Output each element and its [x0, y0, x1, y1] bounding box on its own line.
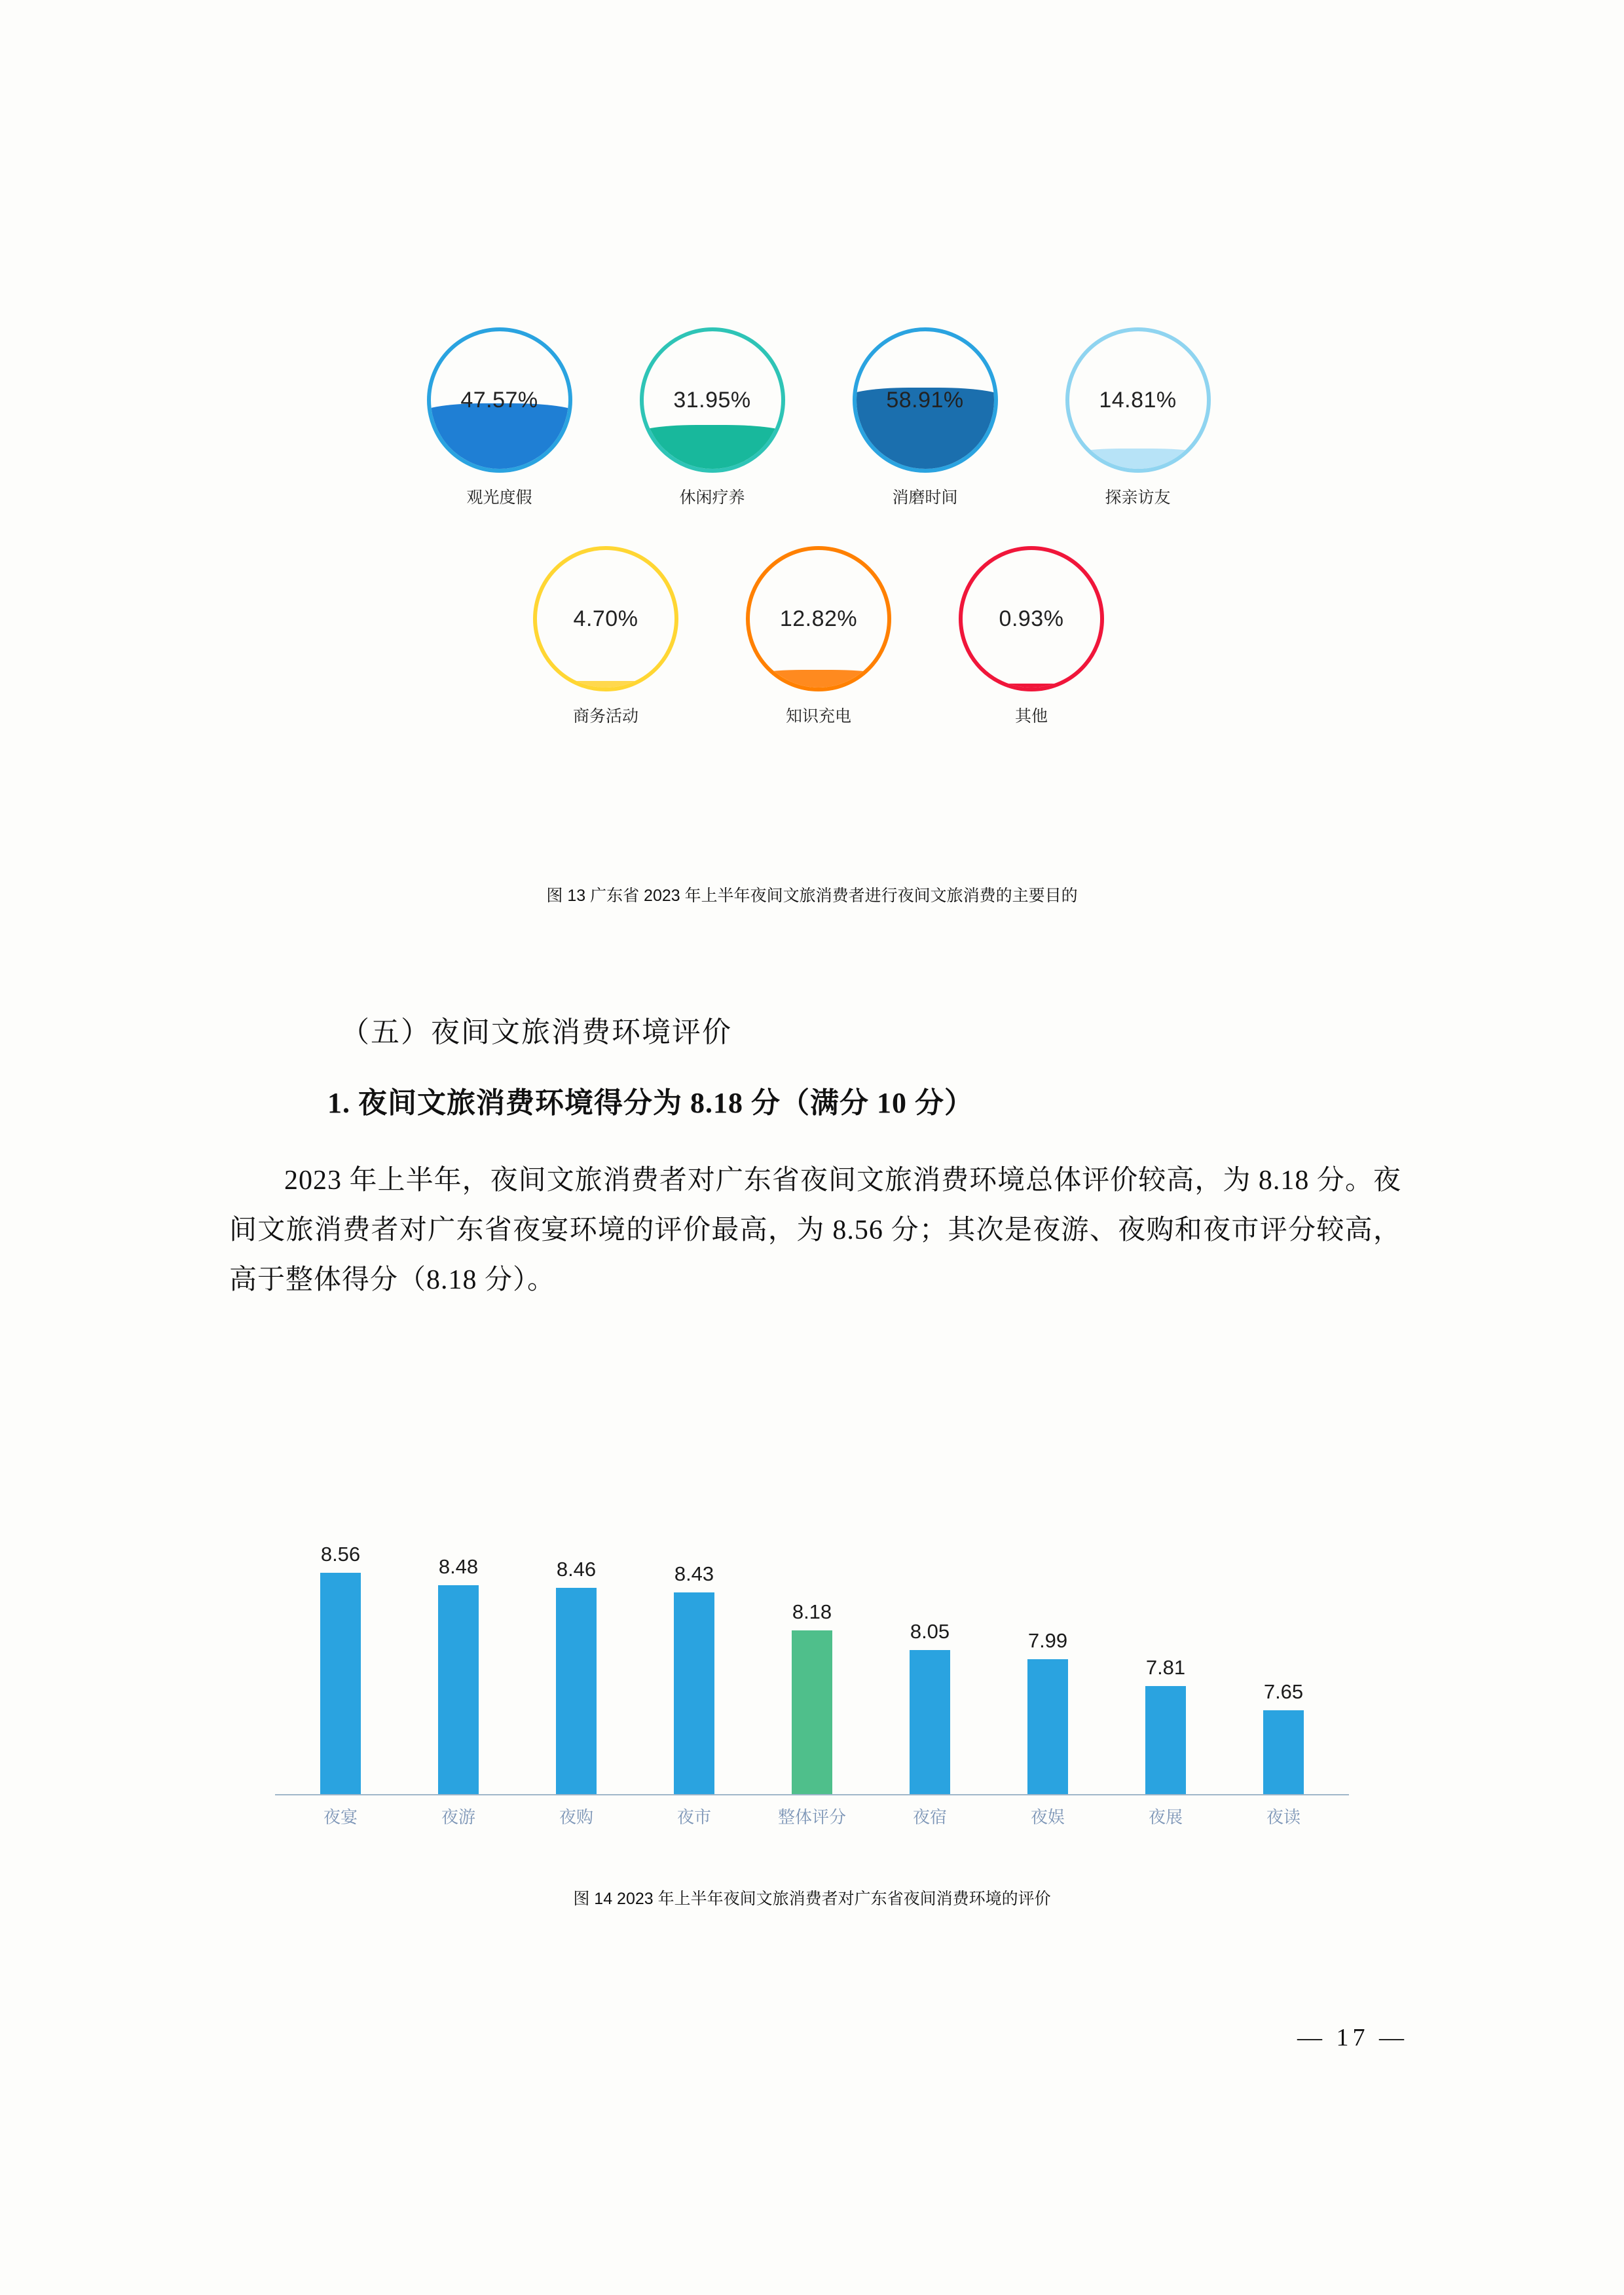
liquid-label: 其他 [1014, 707, 1048, 725]
liquid-gauge-商务活动 [533, 546, 678, 691]
liquid-label: 知识充电 [785, 707, 851, 725]
bar-cell [1238, 1519, 1329, 1794]
liquid-value: 47.57% [460, 387, 538, 413]
liquid-value: 14.81% [1099, 387, 1177, 413]
bar [320, 1573, 361, 1794]
bar [674, 1592, 714, 1794]
bar-cell [530, 1519, 622, 1794]
chart-axis-line [275, 1794, 1349, 1795]
bar [1145, 1686, 1186, 1794]
liquid-circle-row-1 [380, 327, 1257, 508]
bar-category-label: 夜市 [676, 1807, 711, 1827]
liquid-gauge-知识充电 [746, 546, 891, 691]
bar-value-label: 7.81 [1145, 1656, 1186, 1679]
liquid-gauge-消磨时间 [853, 327, 998, 473]
bar-value-label: 8.18 [792, 1600, 832, 1623]
liquid-circle-item [632, 327, 792, 508]
bar-value-label: 8.43 [674, 1562, 714, 1585]
bar-cell [1002, 1519, 1094, 1794]
liquid-circle-row-2 [380, 546, 1257, 727]
bar [792, 1630, 832, 1794]
bar-category-label: 整体评分 [777, 1807, 846, 1827]
bar-category-label: 夜宿 [912, 1807, 947, 1827]
liquid-value: 58.91% [886, 387, 964, 413]
bar-cell [413, 1519, 504, 1794]
bar-cell [1120, 1519, 1211, 1794]
liquid-circle-item [1058, 327, 1218, 508]
bar-value-label: 7.99 [1027, 1629, 1068, 1652]
bar-value-label: 8.48 [438, 1555, 479, 1578]
bar-value-label: 7.65 [1263, 1680, 1304, 1703]
bar-category-label: 夜读 [1266, 1807, 1301, 1827]
liquid-value: 0.93% [999, 606, 1064, 631]
liquid-circle-item [419, 327, 580, 508]
page-number: — 17 — [1297, 2024, 1408, 2051]
bar-value-label: 8.56 [320, 1543, 361, 1566]
bar-category-label: 夜娱 [1030, 1807, 1065, 1827]
subsection-heading: 1. 夜间文旅消费环境得分为 8.18 分（满分 10 分） [327, 1087, 974, 1119]
section-heading: （五）夜间文旅消费环境评价 [341, 1016, 732, 1048]
liquid-gauge-休闲疗养 [640, 327, 785, 473]
bar-value-label: 8.46 [556, 1558, 597, 1581]
bar-cell [648, 1519, 740, 1794]
bar-category-label: 夜展 [1148, 1807, 1183, 1827]
bar [556, 1588, 597, 1794]
bar-cell [295, 1519, 386, 1794]
liquid-gauge-探亲访友 [1065, 327, 1211, 473]
figure-14-caption: 图 14 2023 年上半年夜间文旅消费者对广东省夜间消费环境的评价 [573, 1890, 1051, 1908]
liquid-gauge-观光度假 [427, 327, 572, 473]
bar [910, 1650, 950, 1794]
bar-category-label: 夜购 [559, 1807, 593, 1827]
liquid-value: 31.95% [673, 387, 751, 413]
bar-chart-bars [275, 1519, 1349, 1794]
liquid-value: 12.82% [779, 606, 858, 631]
liquid-value: 4.70% [573, 606, 638, 631]
bar [1263, 1710, 1304, 1794]
liquid-label: 探亲访友 [1105, 488, 1171, 507]
liquid-label: 休闲疗养 [679, 488, 745, 507]
liquid-label: 消磨时间 [892, 488, 958, 507]
bar-cell [766, 1519, 858, 1794]
figure-13-caption: 图 13 广东省 2023 年上半年夜间文旅消费者进行夜间文旅消费的主要目的 [546, 887, 1078, 905]
liquid-circle-item [845, 327, 1005, 508]
liquid-circle-item [951, 546, 1112, 727]
bar [438, 1585, 479, 1794]
bar-category-label: 夜宴 [323, 1807, 358, 1827]
liquid-label: 商务活动 [572, 707, 638, 725]
liquid-gauge-其他 [959, 546, 1104, 691]
bar-category-label: 夜游 [441, 1807, 475, 1827]
liquid-circle-item [739, 546, 899, 727]
figure-14 [275, 1493, 1349, 1833]
bar-cell [884, 1519, 976, 1794]
liquid-circle-item [526, 546, 686, 727]
body-paragraph: 2023 年上半年，夜间文旅消费者对广东省夜间文旅消费环境总体评价较高，为 8.18 分。夜间文旅消费者对广东省夜宴环境的评价最高，为 8.56 分；其次是夜游、夜购和夜市评分较高，高于整体得分（8.18 分）。 [229, 1166, 1401, 1295]
liquid-label: 观光度假 [466, 488, 532, 507]
bar-chart-categories [275, 1804, 1349, 1828]
figure-13 [380, 327, 1257, 727]
bar [1027, 1659, 1068, 1794]
bar-value-label: 8.05 [910, 1620, 950, 1643]
